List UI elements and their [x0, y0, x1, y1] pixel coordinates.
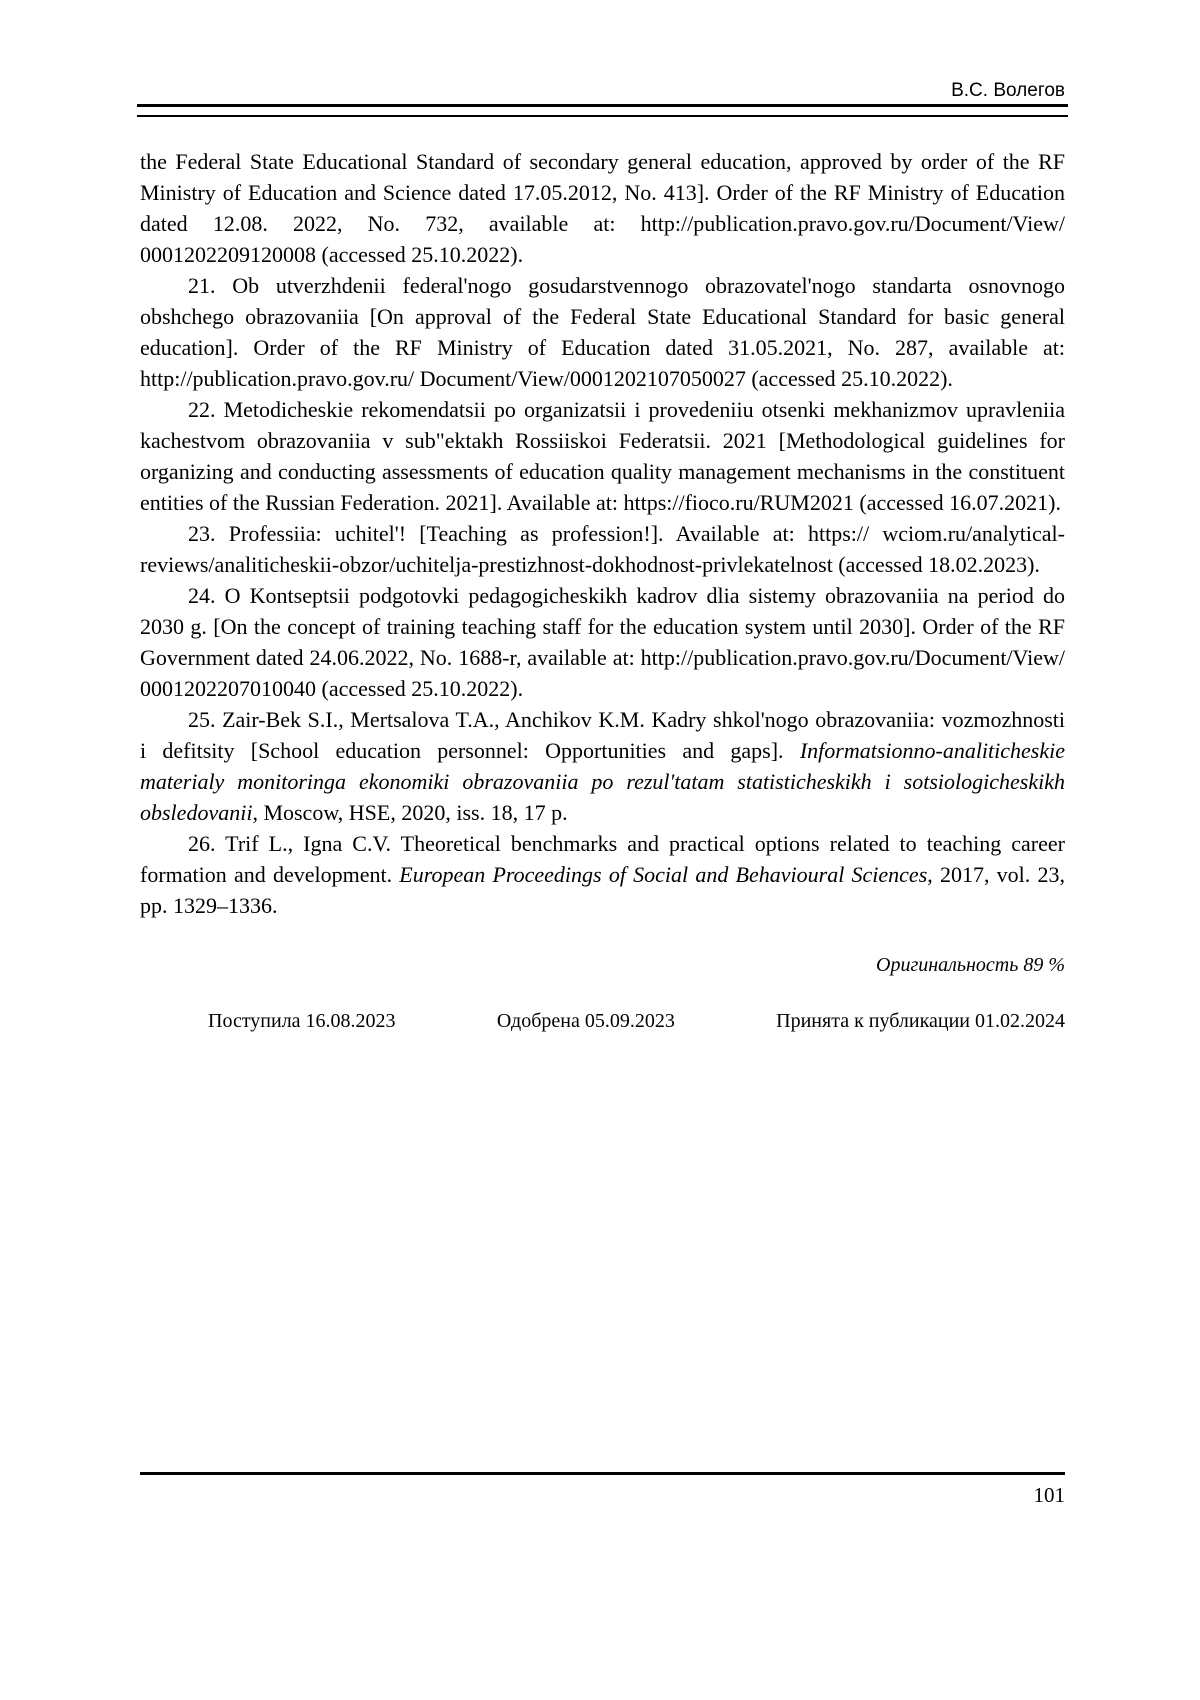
reference-text: , 2017, vol. 23, pp. 1329–1336. — [140, 862, 1065, 918]
reference-text: 24. O Kontseptsii podgotovki pedagogicheskikh kadrov dlia sistemy obrazovaniia na period do 2030 g. [On the concept of training teaching staff for the education system until 2030]. Order of the RF Government dated 24.06.2022, No. 1688-r, available at: http://publication.pravo.gov.ru/Document/View/ 0001202207010040 (accessed 25.10.2022). — [140, 583, 1065, 701]
running-header-author: В.С. Волегов — [951, 80, 1065, 101]
reference-text: 21. Ob utverzhdenii federal'nogo gosudarstvennogo obrazovatel'nogo standarta osnovnogo obshchego obrazovaniia [On approval of the Federal State Educational Standard for basic general education]. Order of the RF Ministry of Education dated 31.05.2021, No. 287, available at: http://publication.pravo.gov.ru/ Document/View/0001202107050027 (accessed 25.10.2022). — [140, 273, 1065, 391]
page-footer — [140, 1472, 1065, 1508]
date-approved: Одобрена 05.09.2023 — [496, 1010, 675, 1032]
reference-source-italic: European Proceedings of Social and Behavioural Sciences — [399, 862, 928, 887]
reference-paragraph — [140, 146, 1065, 270]
reference-text: 23. Professiia: uchitel'! [Teaching as profession!]. Available at: https:// wciom.ru/analytical-reviews/analiticheskii-obzor/uchitelja-prestizhnost-dokhodnost-privlekatelnost (accessed 18.02.2023). — [140, 521, 1065, 577]
header-double-rule — [137, 104, 1068, 117]
date-received: Поступила 16.08.2023 — [208, 1010, 396, 1032]
reference-paragraph — [140, 828, 1065, 921]
reference-paragraph — [140, 518, 1065, 580]
reference-paragraph — [140, 394, 1065, 518]
reference-text: 25. Zair-Bek S.I., Mertsalova T.A., Anchikov K.M. Kadry shkol'nogo obrazovaniia: vozmozhnosti i defitsity [School education personnel: Opportunities and gaps]. — [140, 707, 1065, 763]
reference-paragraph — [140, 270, 1065, 394]
reference-paragraph — [140, 580, 1065, 704]
page-body — [140, 146, 1065, 1035]
page-number: 101 — [1033, 1483, 1065, 1507]
reference-text: 22. Metodicheskie rekomendatsii po organizatsii i provedeniiu otsenki mekhanizmov upravleniia kachestvom obrazovaniia v sub"ektakh Rossiiskoi Federatsii. 2021 [Methodological guidelines for organizing and conducting assessments of education quality management mechanisms in the constituent entities of the Russian Federation. 2021]. Available at: https://fioco.ru/RUM2021 (accessed 16.07.2021). — [140, 397, 1065, 515]
reference-source-italic: Informatsionno-analiticheskie materialy monitoringa ekonomiki obrazovaniia po rezul'tatam statisticheskikh i sotsiologicheskikh obsledovanii — [140, 738, 1065, 825]
reference-text: 26. Trif L., Igna C.V. Theoretical benchmarks and practical options related to teaching career formation and development. — [140, 831, 1065, 887]
reference-paragraph — [140, 704, 1065, 828]
date-accepted: Принята к публикации 01.02.2024 — [776, 1010, 1065, 1032]
reference-text: the Federal State Educational Standard of secondary general education, approved by order of the RF Ministry of Education and Science dated 17.05.2012, No. 413]. Order of the RF Ministry of Education dated 12.08. 2022, No. 732, available at: http://publication.pravo.gov.ru/Document/View/ 0001202209120008 (accessed 25.10.2022). — [140, 149, 1065, 267]
originality-note: Оригинальность 89 % — [876, 954, 1065, 976]
references-list — [140, 146, 1065, 921]
footer-rule — [140, 1472, 1065, 1475]
dates-row — [140, 1007, 1065, 1035]
reference-text: , Moscow, HSE, 2020, iss. 18, 17 p. — [252, 800, 568, 825]
